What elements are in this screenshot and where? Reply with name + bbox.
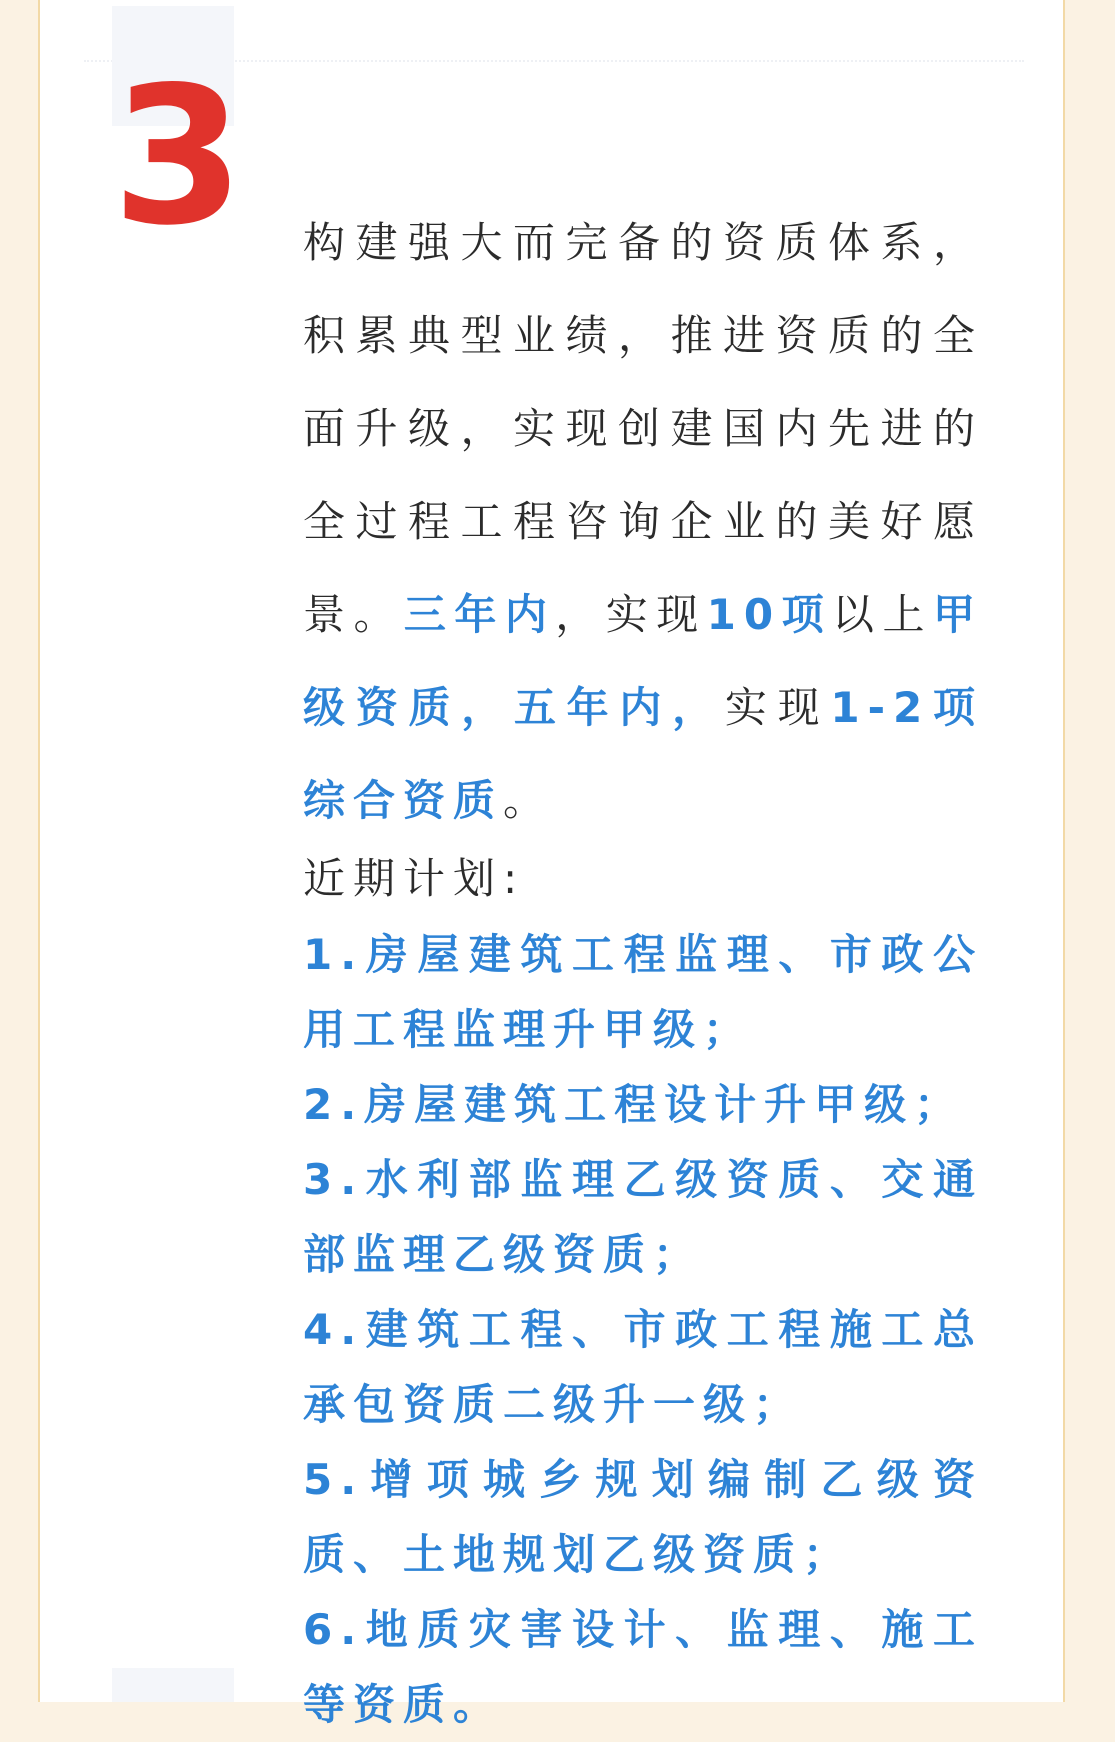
highlight-three-years: 三年内: [403, 590, 556, 639]
plan-item: 5.增项城乡规划编制乙级资质、土地规划乙级资质；: [303, 1455, 983, 1579]
intro-text: ，实现: [555, 590, 707, 639]
plan-list: [303, 917, 983, 1742]
highlight-ten-items: 10项: [706, 590, 833, 639]
plan-item: 1.房屋建筑工程监理、市政公用工程监理升甲级；: [303, 930, 983, 1054]
plan-item: 4.建筑工程、市政工程施工总承包资质二级升一级；: [303, 1305, 983, 1429]
section-content: [303, 196, 983, 1742]
intro-text: 实现: [724, 683, 831, 732]
plan-item: 2.房屋建筑工程设计升甲级；: [303, 1080, 965, 1129]
plan-title: 近期计划:: [303, 854, 526, 903]
intro-text: 。: [503, 776, 554, 825]
highlight-grade-a: 甲级资质，五年内，: [303, 590, 983, 732]
intro-text: 以上: [832, 590, 933, 639]
next-number-tab-background: [112, 1668, 234, 1702]
intro-paragraph: [303, 196, 983, 847]
intro-text: 构建强大而完备的资质体系，积累典型业绩，推进资质的全面升级，实现创建国内先进的全过程工程咨询企业的美好愿景。: [303, 218, 983, 639]
highlight-comprehensive: 1-2项综合资质: [303, 683, 983, 825]
section-number: 3: [112, 46, 239, 267]
plan-item: 6.地质灾害设计、监理、施工等资质。: [303, 1605, 983, 1729]
plan-item: 3.水利部监理乙级资质、交通部监理乙级资质；: [303, 1155, 983, 1279]
